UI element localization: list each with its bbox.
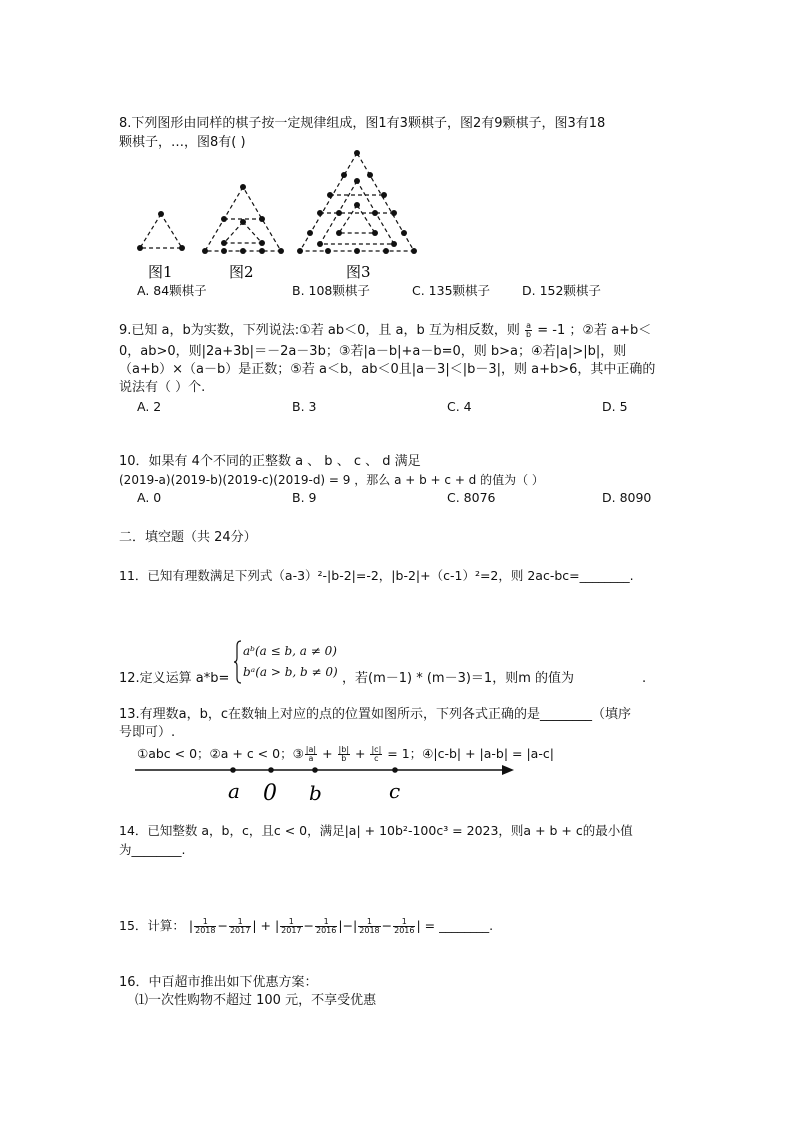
- number-line: [130, 760, 520, 805]
- q8-figure: [130, 145, 430, 285]
- q15-frac-1: [194, 918, 216, 935]
- q12-case1: aᵇ(a ≤ b, a ≠ 0): [243, 644, 337, 658]
- q9-line3: （a+b）×（a－b）是正数；⑤若 a＜b，ab＜0且|a－3|＜|b－3|，则 a+b>6，其中正确的: [119, 362, 656, 377]
- q15-prefix: 15．计算：: [119, 918, 185, 933]
- q16-line1: 16．中百超市推出如下优惠方案：: [119, 975, 318, 990]
- axis-label-zero: 0: [263, 781, 277, 805]
- q13-plus-1: +: [322, 746, 333, 761]
- q15-f3-den: 2017: [281, 926, 302, 935]
- q12-brace: [233, 640, 243, 684]
- q12-prefix: 12.定义运算 a*b=: [119, 671, 230, 686]
- q8-option-d: D. 152颗棋子: [522, 283, 601, 298]
- q11-line: 11．已知有理数满足下列式（a-3）²-|b-2|=-2，|b-2|+（c-1）²=2，则 2ac-bc=________.: [119, 568, 634, 583]
- axis-label-c: c: [389, 779, 401, 803]
- q15-line: 15．计算： | $\frac{1}{2018}$ − $\frac{1}{2017}$ | + | $\frac{1}{2017}$ − $\frac{1}{2016}$ |−| $\frac{1}{2018}$ − $\frac{1}{2016}$ | = ________.: [119, 917, 494, 935]
- q8-option-b: B. 108颗棋子: [292, 283, 370, 298]
- q10-option-a: A. 0: [137, 490, 162, 505]
- q10-line1: 10．如果有 4个不同的正整数 a 、 b 、 c 、 d 满足: [119, 454, 421, 469]
- q10-option-b: B. 9: [292, 490, 317, 505]
- q15-f6-den: 2016: [394, 926, 415, 935]
- q13-line2: 号即可）.: [119, 725, 176, 740]
- q12-suffix: ，若(m－1) * (m－3)＝1，则m 的值为: [342, 671, 574, 686]
- q13-frac-b-num: |b|: [338, 745, 350, 754]
- q9-line1-text: 9.已知 a，b为实数，下列说法:①若 ab＜0，且 a，b 互为相反数，则: [119, 323, 520, 338]
- q10-option-c: C. 8076: [447, 490, 496, 505]
- q8-line1: 8.下列图形由同样的棋子按一定规律组成，图1有3颗棋子，图2有9颗棋子，图3有18: [119, 116, 606, 131]
- fig1-label: 图1: [148, 263, 173, 281]
- q15-f3-num: 1: [280, 918, 302, 927]
- q12-end: .: [642, 671, 647, 686]
- q13-line1: 13.有理数a，b，c在数轴上对应的点的位置如图所示，下列各式正确的是________（填序: [119, 707, 632, 722]
- q9-line4: 说法有（ ）个.: [119, 380, 206, 395]
- q14-line2: 为________.: [119, 842, 186, 857]
- q15-f6-num: 1: [393, 918, 415, 927]
- q9-line2: 0，ab>0，则|2a+3b|＝－2a－3b；③若|a－b|+a－b=0，则 b>a；④若|a|>|b|，则: [119, 344, 627, 359]
- q13-frac-c-num: |c|: [371, 745, 382, 754]
- q15-f1-den: 2018: [195, 926, 216, 935]
- q8-option-a: A. 84颗棋子: [137, 283, 207, 298]
- q8-option-c: C. 135颗棋子: [412, 283, 491, 298]
- q15-f4-den: 2016: [316, 926, 337, 935]
- q15-f2-den: 2017: [229, 926, 251, 935]
- q10-line2: (2019-a)(2019-b)(2019-c)(2019-d) = 9 ，那么 a + b + c + d 的值为（ ）: [119, 473, 544, 487]
- q15-frac-3: [280, 918, 302, 935]
- q13-expr-a: ①abc < 0；②a + c < 0；③: [137, 746, 304, 761]
- q10-option-d: D. 8090: [602, 490, 652, 505]
- q9-option-b: B. 3: [292, 399, 317, 414]
- q15-frac-5: [358, 918, 380, 935]
- fig2-label: 图2: [229, 263, 254, 281]
- q12-case2: bᵃ(a > b, b ≠ 0): [243, 665, 338, 679]
- q9-option-c: C. 4: [447, 399, 472, 414]
- axis-label-a: a: [228, 779, 240, 803]
- q9-frac-den: b: [526, 330, 532, 339]
- q15-frac-6: [393, 918, 415, 935]
- q15-blank: ________.: [439, 918, 494, 933]
- q15-f5-num: 1: [358, 918, 380, 927]
- section-heading: 二．填空题（共 24分）: [119, 530, 257, 545]
- q13-frac-b-den: b: [341, 754, 347, 763]
- q13-expr-b: = 1；④|c-b| + |a-b| = |a-c|: [387, 746, 554, 761]
- q9-fraction: [525, 322, 532, 339]
- q13-frac-a-num: |a|: [305, 745, 317, 754]
- q15-f5-den: 2018: [359, 926, 380, 935]
- q15-frac-4: [315, 918, 337, 935]
- q13-plus-2: +: [355, 746, 366, 761]
- q13-frac-c-den: c: [374, 754, 379, 763]
- q9-frac-num: a: [526, 321, 532, 330]
- q13-frac-a-den: a: [308, 754, 314, 763]
- fig3-label: 图3: [346, 263, 371, 281]
- q9-line1: [119, 322, 651, 339]
- q16-line2: ⑴一次性购物不超过 100 元，不享受优惠: [135, 993, 377, 1008]
- q15-f2-num: 1: [229, 918, 251, 927]
- q9-option-a: A. 2: [137, 399, 162, 414]
- q15-f4-num: 1: [315, 918, 337, 927]
- q15-frac-2: [229, 918, 251, 935]
- axis-label-b: b: [309, 781, 322, 805]
- q9-option-d: D. 5: [602, 399, 628, 414]
- q15-f1-num: 1: [194, 918, 216, 927]
- q14-line1: 14．已知整数 a，b，c，且c < 0，满足|a| + 10b²-100c³ = 2023，则a + b + c的最小值: [119, 823, 633, 838]
- q9-line1-tail: = -1 ；②若 a+b＜: [537, 323, 652, 338]
- q8-line2: 颗棋子，…，图8有( ): [119, 135, 246, 150]
